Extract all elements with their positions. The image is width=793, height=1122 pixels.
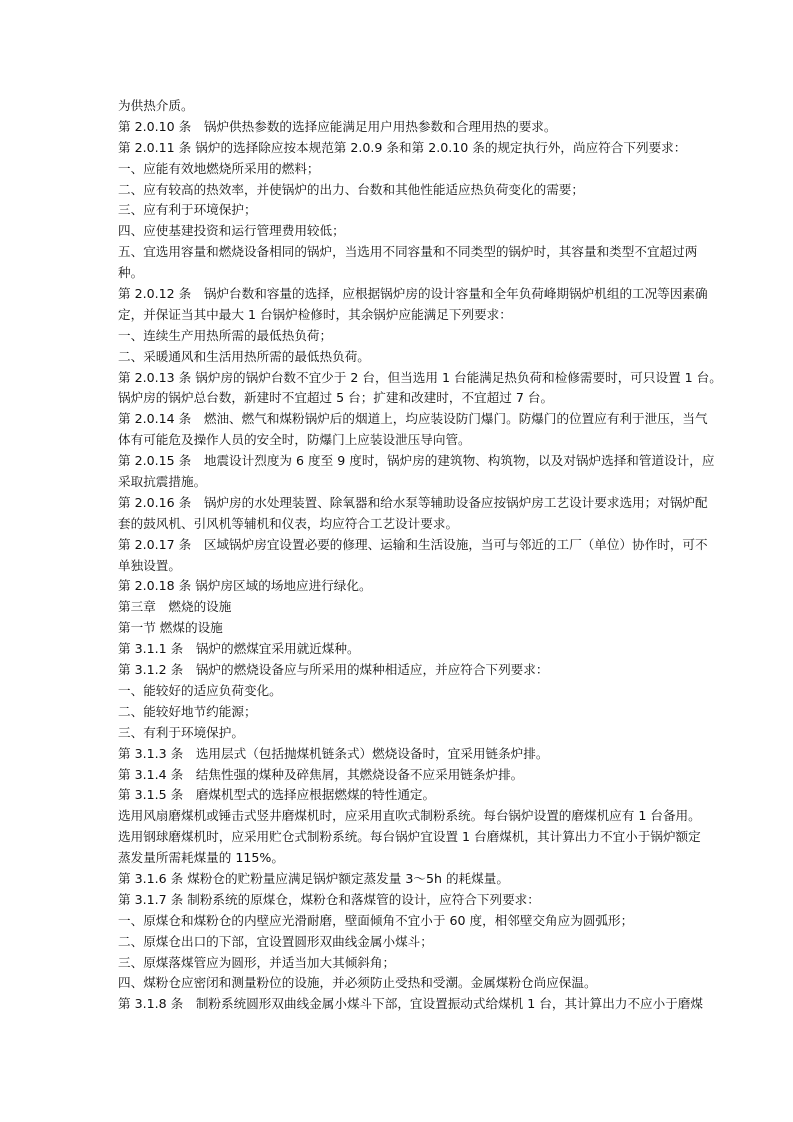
text-line: 第 2.0.18 条 锅炉房区域的场地应进行绿化。 xyxy=(118,578,372,594)
text-line: 第 2.0.10 条 锅炉供热参数的选择应能满足用户用热参数和合理用热的要求。 xyxy=(118,118,557,134)
text-line: 三、应有利于环境保护； xyxy=(118,202,257,218)
text-line: 第一节 燃煤的设施 xyxy=(118,620,223,636)
document-page xyxy=(118,96,722,1015)
text-line: 为供热介质。 xyxy=(118,98,194,113)
text-line: 第 2.0.11 条 锅炉的选择除应按本规范第 2.0.9 条和第 2.0.10 条的规定执行外，尚应符合下列要求： xyxy=(118,139,687,155)
text-line: 第 3.1.3 条 选用层式（包括抛煤机链条式）燃烧设备时，宜采用链条炉排。 xyxy=(118,745,549,761)
text-line: 套的鼓风机、引风机等辅机和仪表，均应符合工艺设计要求。 xyxy=(118,515,459,531)
text-line: 第 3.1.6 条 煤粉仓的贮粉量应满足锅炉额定蒸发量 3～5h 的耗煤量。 xyxy=(118,870,509,886)
text-line: 一、原煤仓和煤粉仓的内壁应光滑耐磨，壁面倾角不宜小于 60 度，相邻壁交角应为圆弧形； xyxy=(118,912,634,928)
text-line: 第 2.0.16 条 锅炉房的水处理装置、除氧器和给水泵等辅助设备应按锅炉房工艺设计要求选用；对锅炉配 xyxy=(118,494,708,510)
text-line: 二、采暖通风和生活用热所需的最低热负荷。 xyxy=(118,348,370,364)
text-line: 四、煤粉仓应密闭和测量粉位的设施，并必须防止受热和受潮。金属煤粉仓尚应保温。 xyxy=(118,975,597,991)
text-line: 第 3.1.8 条 制粉系统圆形双曲线金属小煤斗下部，宜设置振动式给煤机 1 台，其计算出力不应小于磨煤 xyxy=(118,996,704,1012)
text-line: 选用风扇磨煤机或锤击式竖井磨煤机时，应采用直吹式制粉系统。每台锅炉设置的磨煤机应有 1 台备用。 xyxy=(118,808,701,824)
text-line: 第 2.0.13 条 锅炉房的锅炉台数不宜少于 2 台，但当选用 1 台能满足热负荷和检修需要时，可只设置 1 台。 xyxy=(118,369,722,385)
text-line: 三、有利于环境保护。 xyxy=(118,724,244,740)
text-line: 单独设置。 xyxy=(118,557,181,573)
text-line: 第三章 燃烧的设施 xyxy=(118,599,232,615)
text-line: 二、原煤仓出口的下部，宜设置圆形双曲线金属小煤斗； xyxy=(118,933,433,949)
text-line: 第 3.1.1 条 锅炉的燃煤宜采用就近煤种。 xyxy=(118,641,360,657)
text-line: 四、应使基建投资和运行管理费用较低； xyxy=(118,223,345,239)
text-line: 第 3.1.4 条 结焦性强的煤种及碎焦屑，其燃烧设备不应采用链条炉排。 xyxy=(118,766,524,782)
text-line: 第 3.1.2 条 锅炉的燃烧设备应与所采用的煤种相适应，并应符合下列要求： xyxy=(118,662,549,678)
text-line: 选用钢球磨煤机时，应采用贮仓式制粉系统。每台锅炉宜设置 1 台磨煤机，其计算出力不宜小于锅炉额定 xyxy=(118,829,701,845)
text-line: 体有可能危及操作人员的安全时，防爆门上应装设泄压导向管。 xyxy=(118,432,471,448)
text-line: 第 2.0.12 条 锅炉台数和容量的选择，应根据锅炉房的设计容量和全年负荷峰期锅炉机组的工况等因素确 xyxy=(118,286,708,302)
text-line: 一、连续生产用热所需的最低热负荷； xyxy=(118,327,333,343)
text-line: 定，并保证当其中最大 1 台锅炉检修时，其余锅炉应能满足下列要求： xyxy=(118,306,512,322)
text-line: 第 3.1.7 条 制粉系统的原煤仓，煤粉仓和落煤管的设计，应符合下列要求： xyxy=(118,891,540,907)
text-line: 二、应有较高的热效率，并使锅炉的出力、台数和其他性能适应热负荷变化的需要； xyxy=(118,181,584,197)
text-line: 采取抗震措施。 xyxy=(118,474,207,490)
text-line: 三、原煤落煤管应为圆形，并适当加大其倾斜角； xyxy=(118,954,396,970)
text-line: 二、能较好地节约能源； xyxy=(118,703,257,719)
text-line: 蒸发量所需耗煤量的 115%。 xyxy=(118,850,284,866)
text-line: 锅炉房的锅炉总台数，新建时不宜超过 5 台；扩建和改建时，不宜超过 7 台。 xyxy=(118,390,554,406)
text-line: 五、宜选用容量和燃烧设备相同的锅炉，当选用不同容量和不同类型的锅炉时，其容量和类型不宜超过两 xyxy=(118,244,698,260)
text-line: 第 2.0.14 条 燃油、燃气和煤粉锅炉后的烟道上，均应装设防门爆门。防爆门的位置应有利于泄压，当气 xyxy=(118,411,708,427)
text-line: 种。 xyxy=(118,265,144,281)
text-line: 第 2.0.17 条 区域锅炉房宜设置必要的修理、运输和生活设施，当可与邻近的工厂（单位）协作时，可不 xyxy=(118,536,708,552)
text-line: 一、能较好的适应负荷变化。 xyxy=(118,682,282,698)
text-line: 第 3.1.5 条 磨煤机型式的选择应根据燃煤的特性通定。 xyxy=(118,787,436,803)
text-line: 第 2.0.15 条 地震设计烈度为 6 度至 9 度时，锅炉房的建筑物、构筑物，以及对锅炉选择和管道设计，应 xyxy=(118,453,715,469)
text-line: 一、应能有效地燃烧所采用的燃料； xyxy=(118,160,320,176)
